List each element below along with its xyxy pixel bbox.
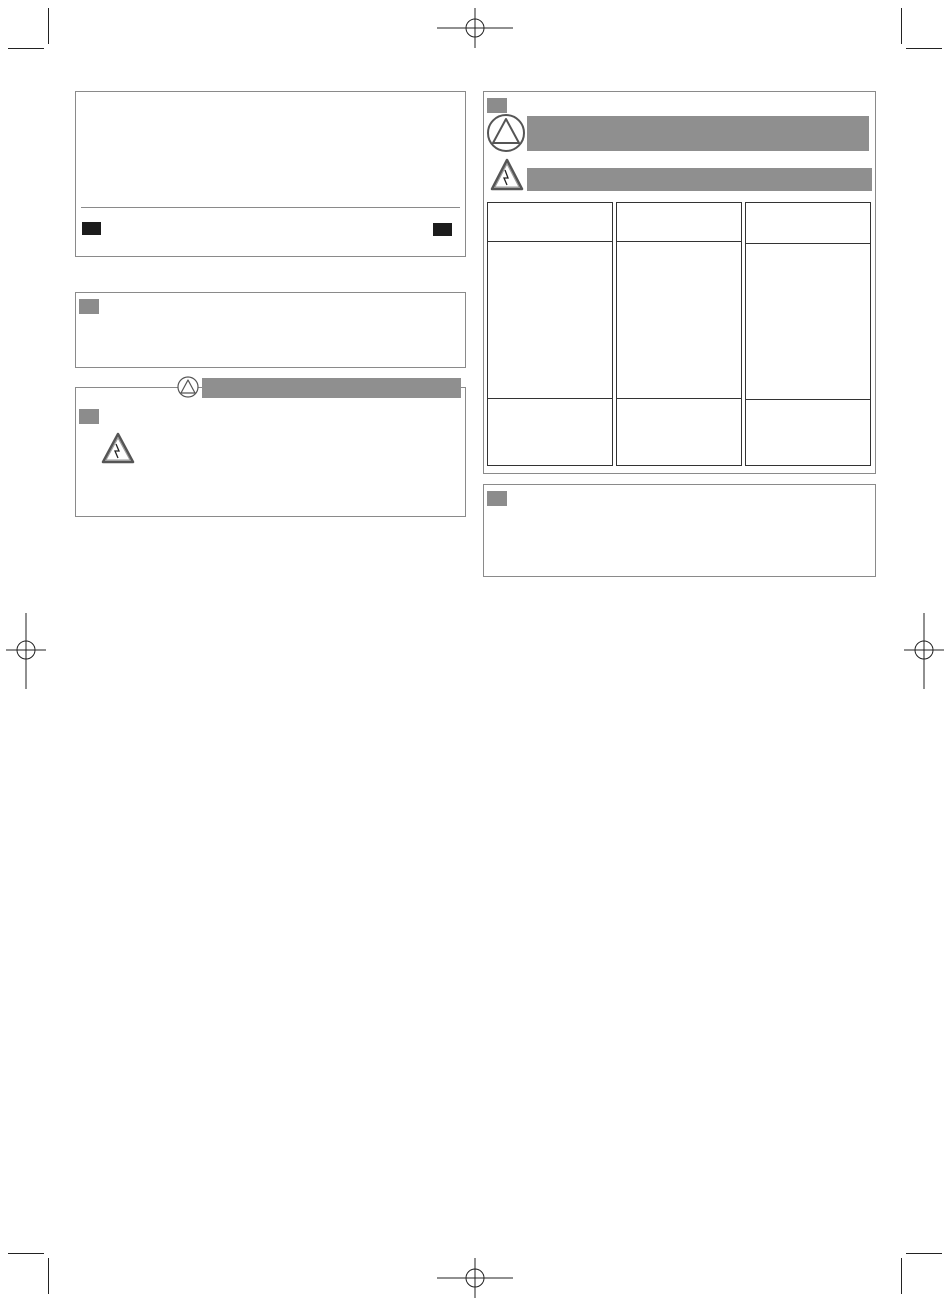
warning-header-bar	[202, 378, 461, 398]
section-tag	[79, 299, 99, 314]
circle-triangle-icon	[486, 113, 526, 153]
column-header-divider	[488, 241, 612, 242]
section-tag	[487, 98, 507, 113]
section-tag	[487, 491, 507, 506]
circle-triangle-icon	[177, 376, 199, 398]
language-tag-right	[433, 223, 452, 236]
intro-box	[75, 91, 466, 257]
section-box-3	[75, 387, 466, 517]
column-footer-divider	[746, 399, 870, 400]
electric-hazard-icon	[490, 158, 524, 191]
registration-mark-icon	[437, 8, 513, 48]
electric-warning-bar	[527, 168, 872, 191]
table-column-1	[487, 202, 613, 466]
crop-mark-bottom-right-horizontal	[906, 1253, 942, 1254]
column-header-divider	[617, 241, 741, 242]
crop-mark-top-left-horizontal	[8, 48, 44, 49]
crop-mark-top-right-vertical	[901, 8, 902, 44]
language-tag-left	[82, 222, 101, 235]
column-footer-divider	[488, 398, 612, 399]
divider	[81, 207, 460, 208]
registration-mark-icon	[6, 613, 46, 689]
electric-hazard-icon	[101, 432, 135, 464]
crop-mark-bottom-right-vertical	[901, 1258, 902, 1294]
caution-bar	[527, 116, 869, 151]
section-tag	[79, 409, 99, 424]
section-box-2	[75, 292, 466, 368]
crop-mark-bottom-left-vertical	[48, 1258, 49, 1294]
table-column-3	[745, 202, 871, 466]
column-header-divider	[746, 243, 870, 244]
table-column-2	[616, 202, 742, 466]
crop-mark-top-left-vertical	[48, 8, 49, 44]
column-footer-divider	[617, 398, 741, 399]
registration-mark-icon	[904, 613, 944, 689]
crop-mark-top-right-horizontal	[906, 48, 942, 49]
registration-mark-icon	[437, 1258, 513, 1298]
crop-mark-bottom-left-horizontal	[8, 1253, 44, 1254]
section-box-right-lower	[483, 484, 876, 577]
